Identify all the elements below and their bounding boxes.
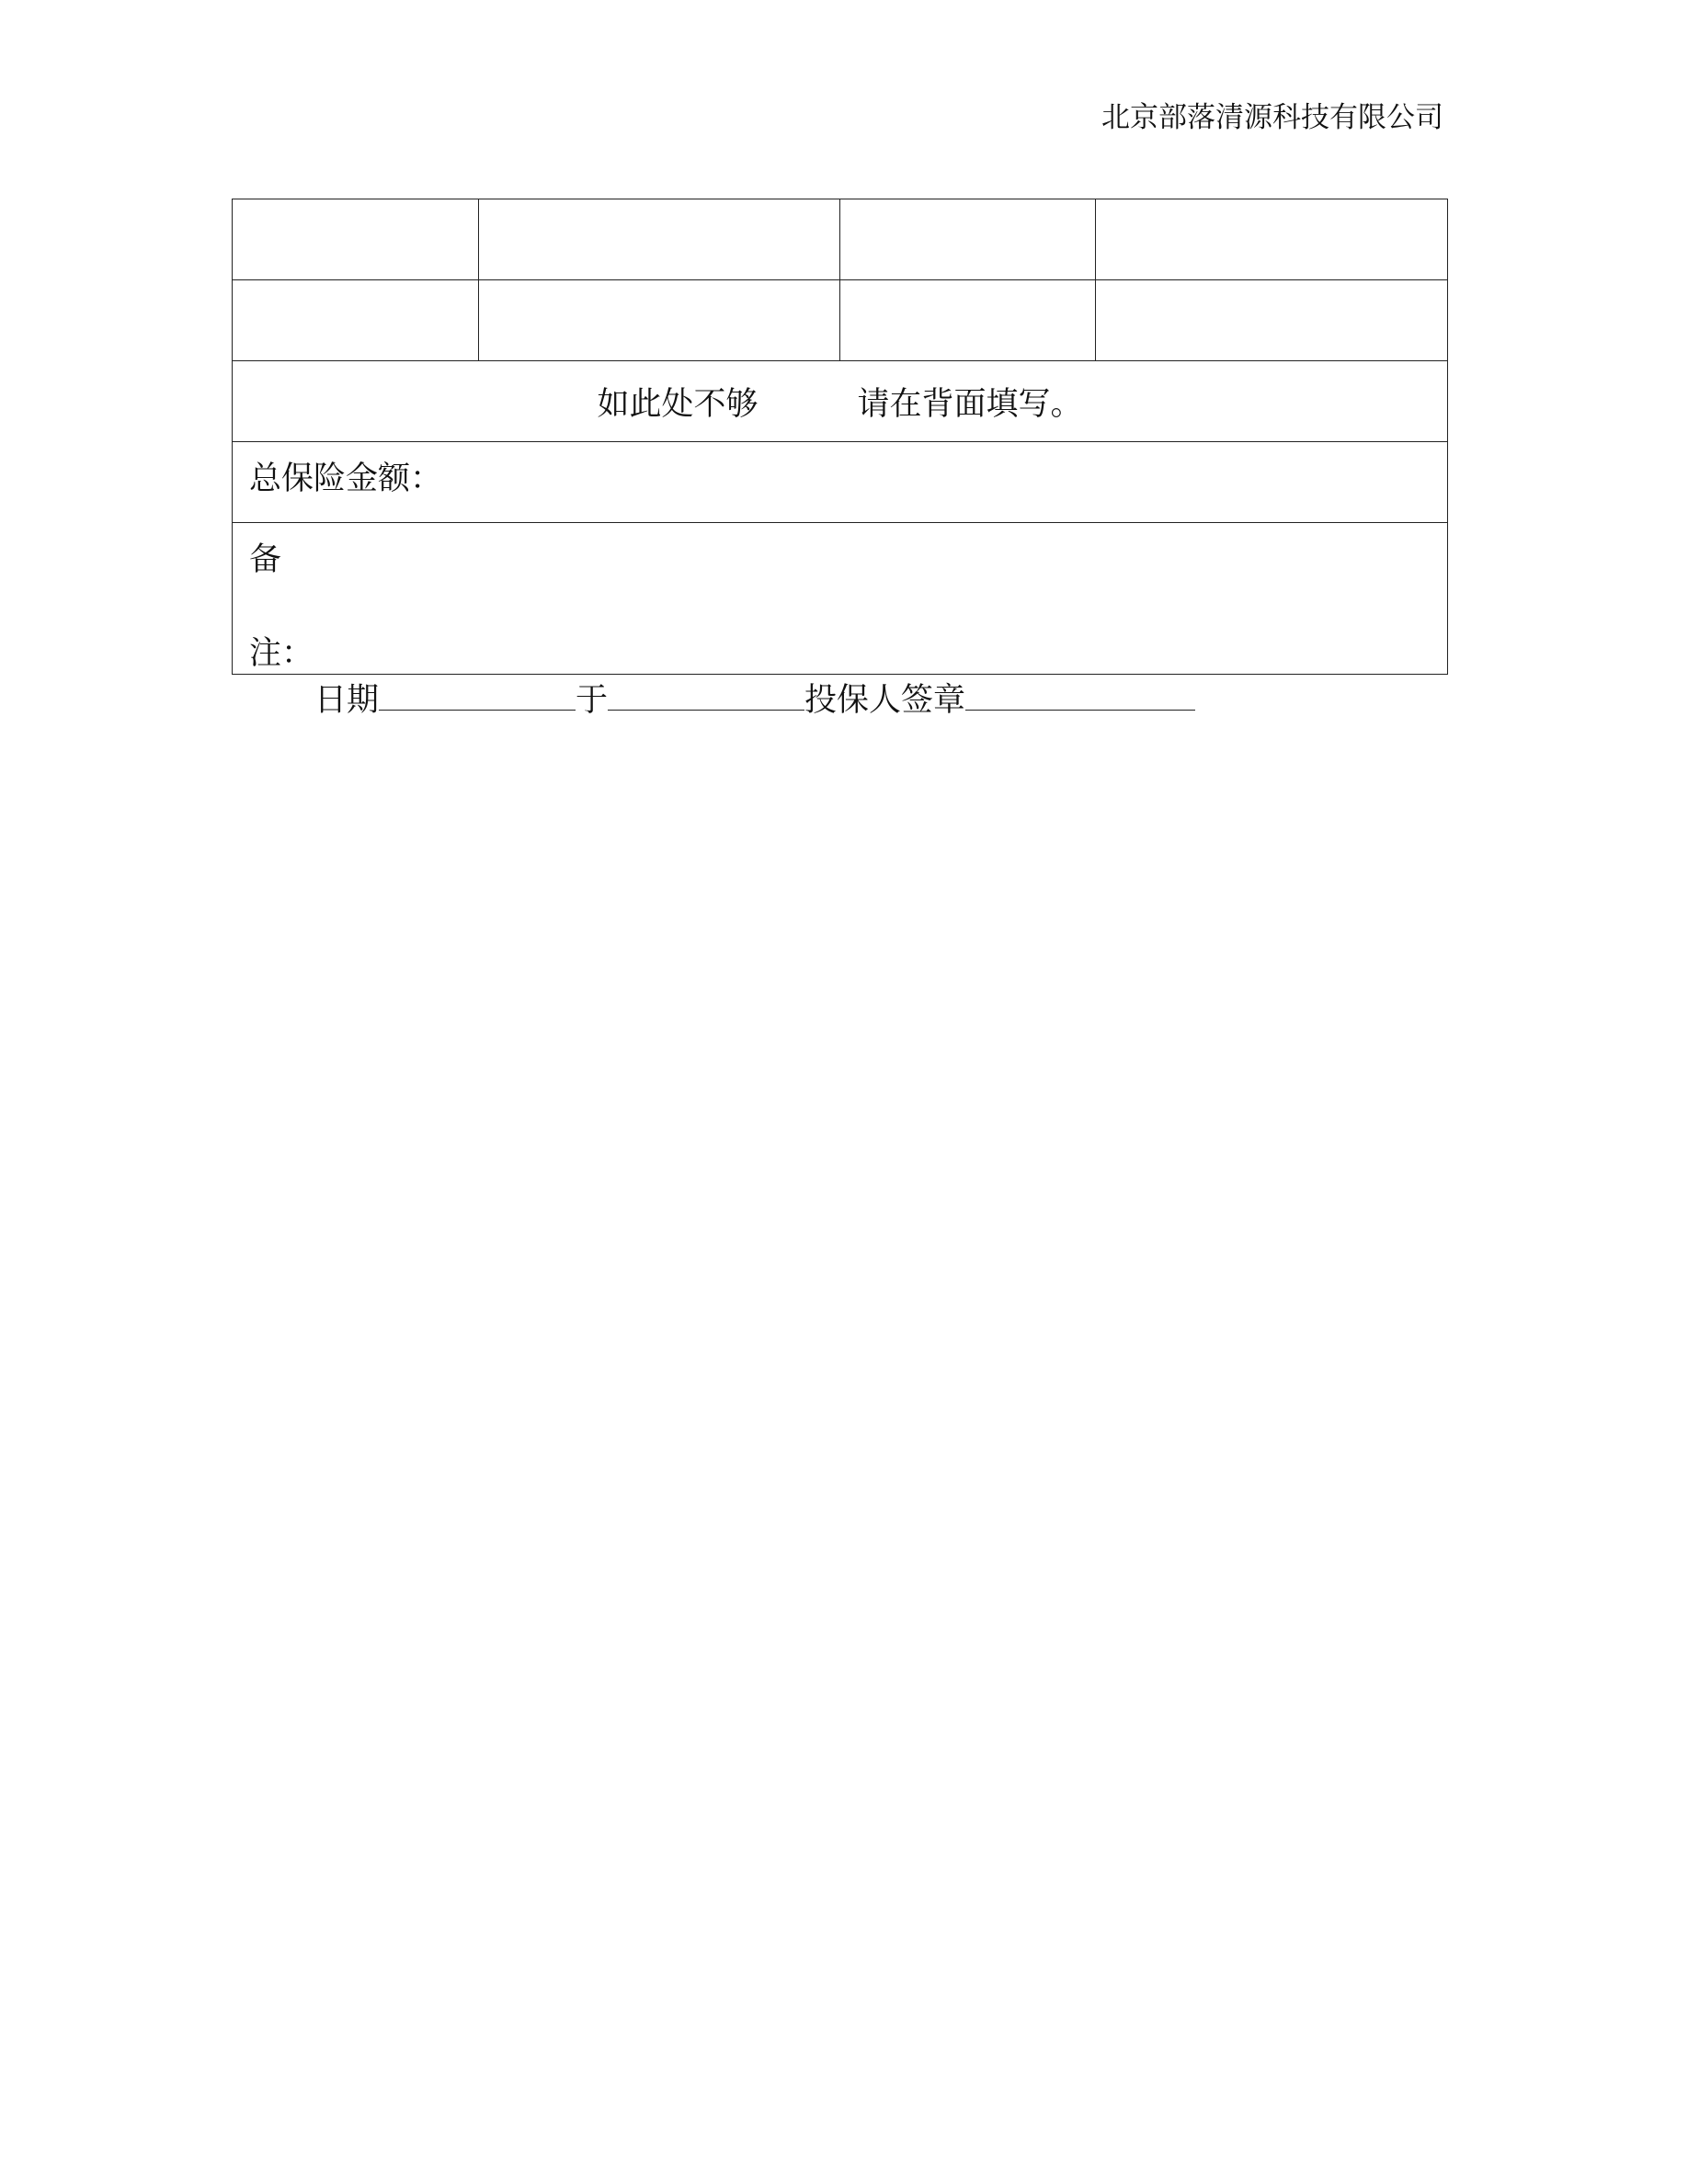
table-cell	[840, 199, 1096, 280]
at-label: 于	[576, 682, 609, 719]
remarks-label-char-2: 注：	[249, 635, 314, 672]
remarks-label	[249, 534, 1447, 674]
table-cell	[233, 199, 479, 280]
table-cell	[1096, 280, 1448, 361]
signature-blank	[965, 677, 1195, 711]
table-cell	[1096, 199, 1448, 280]
table-row	[233, 199, 1448, 280]
total-amount-label: 总保险金额：	[249, 461, 443, 497]
insurance-form-table	[232, 199, 1448, 675]
table-row	[233, 280, 1448, 361]
table-cell	[233, 280, 479, 361]
remarks-row	[233, 523, 1448, 675]
remarks-label-char-1: 备	[249, 541, 282, 578]
signer-label: 投保人签章	[804, 682, 966, 719]
note-text-part2: 请在背面填写。	[857, 385, 1083, 423]
signature-line	[314, 677, 1195, 722]
table-cell	[840, 280, 1096, 361]
total-amount-row	[233, 442, 1448, 523]
place-blank	[608, 677, 804, 711]
note-text-part1: 如此处不够	[597, 385, 758, 423]
note-cell	[233, 361, 1448, 442]
date-label: 日期	[314, 682, 380, 719]
remarks-cell	[233, 523, 1448, 675]
note-row	[233, 361, 1448, 442]
date-blank	[379, 677, 576, 711]
total-amount-cell	[233, 442, 1448, 523]
table-cell	[479, 280, 840, 361]
company-name: 北京部落清源科技有限公司	[1101, 101, 1443, 134]
table-cell	[479, 199, 840, 280]
